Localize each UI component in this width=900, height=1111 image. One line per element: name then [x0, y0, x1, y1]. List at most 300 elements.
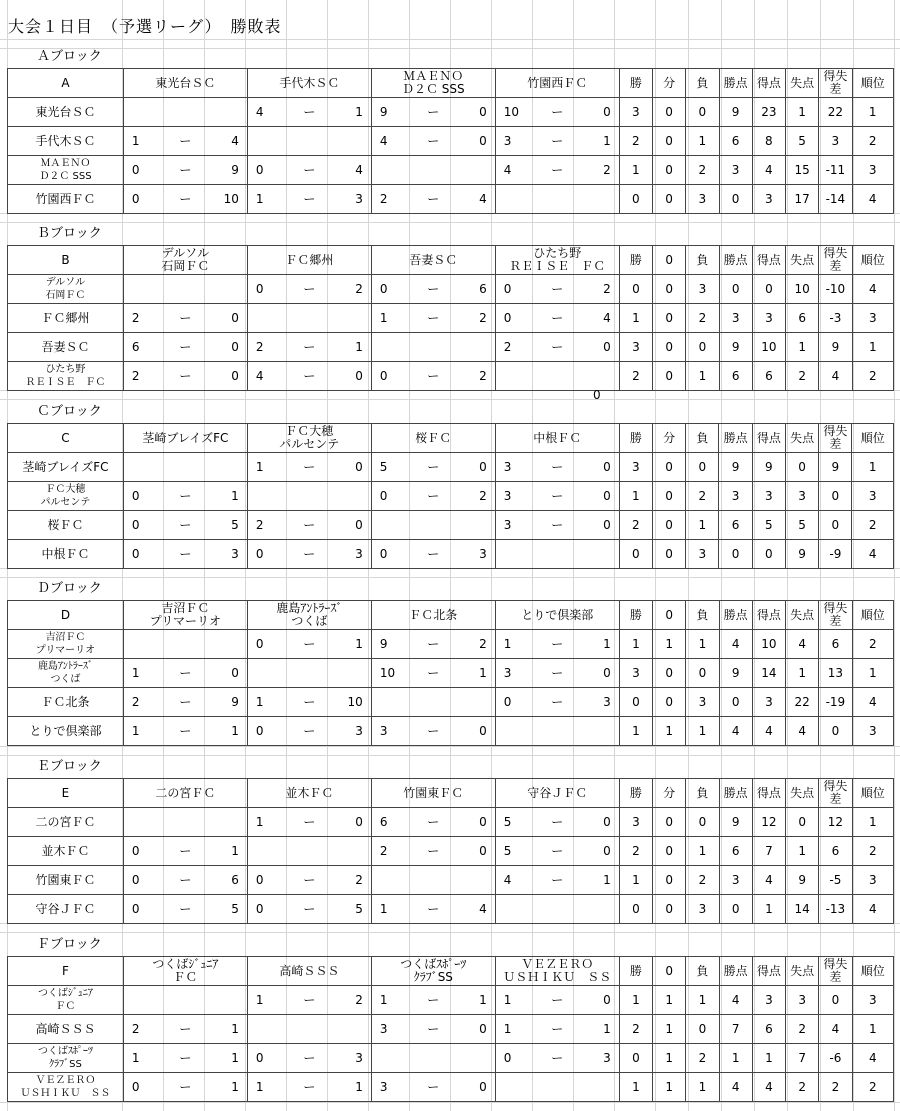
goals-against: 0	[231, 665, 239, 680]
score-dash: ー	[179, 368, 192, 383]
goals-for: 4	[503, 872, 512, 887]
opponent-header: 並木ＦＣ	[247, 779, 371, 808]
goals-for: 1	[503, 992, 512, 1007]
stat-header: 得失差	[819, 601, 852, 630]
goals-against: 1	[355, 1079, 363, 1094]
stat-goals-against: 2	[786, 1073, 819, 1102]
goals-for: 1	[255, 459, 264, 474]
goals-against: 0	[479, 723, 487, 738]
stat-header: 順位	[852, 779, 893, 808]
stat-header: 勝	[619, 779, 652, 808]
goals-for: 1	[255, 992, 264, 1007]
stat-goal-diff: 4	[819, 1015, 852, 1044]
score-cell	[495, 630, 619, 659]
score-cell	[123, 1044, 247, 1073]
stat-points: 3	[719, 866, 752, 895]
table-row	[8, 453, 894, 482]
stat-goals-for: 3	[752, 185, 785, 214]
goals-for: 0	[131, 162, 140, 177]
score-dash: ー	[303, 636, 316, 651]
stat-rank: 4	[852, 275, 893, 304]
stat-points: 6	[719, 127, 752, 156]
stat-losses: 3	[686, 688, 719, 717]
goals-against: 0	[479, 1021, 487, 1036]
stat-wins: 2	[619, 362, 652, 391]
goals-against: 4	[479, 901, 487, 916]
score-dash: ー	[179, 546, 192, 561]
stat-header: 失点	[786, 69, 819, 98]
score-cell	[495, 866, 619, 895]
stat-goal-diff: -13	[819, 895, 852, 924]
stat-header: 順位	[852, 424, 894, 453]
stat-rank: 1	[852, 1015, 893, 1044]
stat-points: 0	[719, 895, 752, 924]
goals-for: 0	[131, 517, 140, 532]
goals-against: 2	[479, 636, 487, 651]
stat-goals-for: 0	[752, 540, 785, 569]
stat-header: 勝点	[719, 246, 752, 275]
stat-goal-diff: -11	[819, 156, 852, 185]
goals-against: 9	[231, 694, 239, 709]
score-dash: ー	[303, 694, 316, 709]
grid-hline	[0, 1102, 900, 1103]
goals-for: 4	[503, 162, 512, 177]
goals-for: 5	[503, 843, 512, 858]
stat-rank: 3	[852, 304, 893, 333]
stat-goals-against: 17	[786, 185, 819, 214]
score-dash: ー	[427, 281, 440, 296]
stat-draws: 1	[653, 986, 686, 1015]
stat-wins: 2	[619, 1015, 652, 1044]
corner-cell: F	[8, 957, 124, 986]
stat-points: 4	[719, 630, 752, 659]
self-match-cell	[371, 688, 495, 717]
stat-goal-diff: 6	[819, 630, 852, 659]
score-dash: ー	[551, 1050, 564, 1065]
stat-points: 0	[719, 275, 752, 304]
self-match-cell	[371, 1044, 495, 1073]
table-row	[8, 333, 894, 362]
stat-rank: 4	[852, 895, 893, 924]
stat-wins: 2	[619, 837, 652, 866]
stat-header: 負	[686, 957, 719, 986]
self-match-cell	[123, 808, 247, 837]
grid-hline	[0, 577, 900, 578]
score-dash: ー	[427, 1021, 440, 1036]
goals-for: 2	[131, 694, 140, 709]
goals-for: 0	[255, 636, 264, 651]
stat-header: 勝点	[719, 779, 752, 808]
stat-goals-for: 1	[752, 895, 785, 924]
stat-rank: 1	[852, 98, 894, 127]
goals-for: 3	[503, 459, 512, 474]
stat-goal-diff: -9	[819, 540, 852, 569]
score-cell	[123, 482, 247, 511]
goals-for: 9	[379, 104, 388, 119]
score-cell	[495, 127, 619, 156]
score-cell	[495, 453, 619, 482]
stat-header: 得点	[752, 424, 785, 453]
score-cell	[371, 630, 495, 659]
score-cell	[495, 156, 619, 185]
score-cell	[371, 837, 495, 866]
page-title: 大会１日目 （予選リーグ） 勝敗表	[8, 17, 282, 36]
table-row	[8, 659, 894, 688]
goals-against: 1	[231, 488, 239, 503]
stat-points: 4	[719, 1073, 752, 1102]
stat-goal-diff: 0	[819, 986, 852, 1015]
goals-for: 0	[255, 723, 264, 738]
opponent-header: 中根ＦＣ	[495, 424, 619, 453]
table-row	[8, 275, 894, 304]
score-dash: ー	[551, 814, 564, 829]
score-dash: ー	[179, 872, 192, 887]
score-dash: ー	[303, 814, 316, 829]
stat-goals-against: 9	[785, 540, 818, 569]
stat-header: 勝	[619, 246, 652, 275]
score-cell	[371, 1015, 495, 1044]
stat-losses: 3	[686, 185, 719, 214]
score-dash: ー	[179, 517, 192, 532]
stat-goals-against: 1	[786, 837, 819, 866]
team-name: 並木ＦＣ	[8, 837, 124, 866]
score-cell	[123, 659, 247, 688]
goals-for: 2	[131, 1021, 140, 1036]
table-row	[8, 156, 894, 185]
opponent-header: 吉沼ＦＣ プリマーリオ	[123, 601, 247, 630]
opponent-header: 守谷ＪＦＣ	[495, 779, 619, 808]
stat-wins: 1	[619, 717, 652, 746]
goals-against: 2	[479, 488, 487, 503]
goals-for: 0	[255, 281, 264, 296]
self-match-cell	[495, 362, 619, 391]
opponent-header: ひたち野 ＲＥＩＳＥ ＦＣ	[495, 246, 619, 275]
stat-header: 順位	[852, 246, 893, 275]
score-dash: ー	[551, 310, 564, 325]
header-row	[8, 957, 894, 986]
goals-for: 10	[379, 665, 396, 680]
stat-header: 得点	[752, 69, 785, 98]
team-name: 竹園東ＦＣ	[8, 866, 124, 895]
goals-against: 3	[355, 191, 363, 206]
stat-draws: 0	[653, 659, 686, 688]
self-match-cell	[495, 895, 619, 924]
score-cell	[123, 185, 247, 214]
stat-draws: 0	[652, 540, 685, 569]
goals-for: 2	[131, 310, 140, 325]
goals-against: 0	[603, 517, 611, 532]
stat-draws: 1	[653, 1073, 686, 1102]
score-dash: ー	[179, 694, 192, 709]
score-dash: ー	[179, 310, 192, 325]
goals-against: 9	[231, 162, 239, 177]
score-cell	[495, 808, 619, 837]
stat-draws: 0	[653, 185, 686, 214]
goals-for: 2	[379, 191, 388, 206]
score-cell	[247, 98, 371, 127]
score-dash: ー	[551, 281, 564, 296]
goals-for: 1	[131, 133, 140, 148]
stat-rank: 2	[852, 127, 894, 156]
score-cell	[123, 895, 247, 924]
grid-hline	[0, 222, 900, 223]
self-match-cell	[371, 511, 495, 540]
stat-goals-for: 0	[752, 275, 785, 304]
score-cell	[247, 275, 371, 304]
stat-draws: 0	[652, 453, 685, 482]
opponent-header: 手代木ＳＣ	[247, 69, 371, 98]
goals-for: 1	[131, 723, 140, 738]
stat-goals-against: 1	[786, 333, 819, 362]
grid-hline	[0, 746, 900, 747]
goals-against: 1	[231, 1050, 239, 1065]
table-row	[8, 895, 894, 924]
block-label: Ｄブロック	[37, 581, 102, 596]
goals-for: 0	[131, 872, 140, 887]
goals-against: 5	[355, 901, 363, 916]
score-dash: ー	[303, 992, 316, 1007]
table-row	[8, 98, 894, 127]
score-cell	[247, 630, 371, 659]
stat-goals-against: 4	[786, 717, 819, 746]
self-match-cell	[495, 185, 619, 214]
stat-losses: 0	[686, 1015, 719, 1044]
stat-goals-against: 5	[785, 511, 818, 540]
goals-for: 0	[131, 191, 140, 206]
stat-wins: 0	[619, 895, 652, 924]
score-dash: ー	[179, 133, 192, 148]
score-dash: ー	[427, 636, 440, 651]
goals-against: 1	[355, 104, 363, 119]
score-dash: ー	[303, 517, 316, 532]
self-match-cell	[123, 986, 247, 1015]
score-cell	[123, 156, 247, 185]
goals-for: 10	[503, 104, 520, 119]
score-cell	[371, 304, 495, 333]
stat-header: 失点	[786, 779, 819, 808]
stat-losses: 2	[686, 1044, 719, 1073]
stat-rank: 4	[852, 1044, 893, 1073]
score-cell	[247, 1044, 371, 1073]
stat-wins: 1	[619, 482, 652, 511]
goals-against: 1	[355, 636, 363, 651]
score-cell	[123, 1073, 247, 1102]
team-name: ＭＡＥＮＯ Ｄ２Ｃ SSS	[8, 156, 124, 185]
stat-goals-for: 7	[752, 837, 785, 866]
stat-header: 勝	[619, 957, 652, 986]
stat-goals-against: 9	[786, 866, 819, 895]
self-match-cell	[495, 1073, 619, 1102]
stat-points: 6	[719, 511, 752, 540]
stat-header: 勝点	[719, 69, 752, 98]
team-name: 吾妻ＳＣ	[8, 333, 124, 362]
score-dash: ー	[303, 723, 316, 738]
score-dash: ー	[551, 162, 564, 177]
stat-header: 勝点	[719, 601, 752, 630]
self-match-cell	[247, 837, 371, 866]
goals-against: 0	[603, 665, 611, 680]
score-cell	[371, 185, 495, 214]
score-cell	[123, 717, 247, 746]
stat-rank: 1	[852, 659, 893, 688]
stat-goals-for: 6	[752, 1015, 785, 1044]
stat-goals-for: 5	[752, 511, 785, 540]
stat-draws: 0	[653, 304, 686, 333]
stat-header: 順位	[852, 69, 894, 98]
score-dash: ー	[427, 723, 440, 738]
stat-goals-against: 2	[786, 362, 819, 391]
stat-points: 0	[719, 540, 752, 569]
stat-wins: 1	[619, 986, 652, 1015]
opponent-header: とりで倶楽部	[495, 601, 619, 630]
score-cell	[123, 866, 247, 895]
stat-goals-for: 9	[752, 453, 785, 482]
team-name: ＦＣ大穂 パルセンテ	[8, 482, 124, 511]
stat-draws: 1	[653, 717, 686, 746]
stat-losses: 1	[686, 127, 719, 156]
stat-draws: 1	[653, 1015, 686, 1044]
stat-rank: 2	[852, 511, 894, 540]
stat-points: 1	[719, 1044, 752, 1073]
score-cell	[371, 362, 495, 391]
score-cell	[247, 1073, 371, 1102]
goals-for: 0	[255, 872, 264, 887]
block-label: Ｅブロック	[37, 759, 102, 774]
goals-against: 0	[231, 368, 239, 383]
team-name: とりで倶楽部	[8, 717, 124, 746]
block-label: Ｆブロック	[37, 937, 102, 952]
goals-against: 1	[231, 843, 239, 858]
score-cell	[371, 986, 495, 1015]
stat-losses: 2	[686, 482, 719, 511]
stat-wins: 0	[619, 185, 652, 214]
opponent-header: 吾妻ＳＣ	[371, 246, 495, 275]
header-row	[8, 779, 894, 808]
stat-header: 失点	[786, 601, 819, 630]
stat-rank: 3	[852, 866, 893, 895]
score-dash: ー	[179, 1050, 192, 1065]
goals-against: 0	[479, 814, 487, 829]
stat-goals-for: 3	[752, 304, 785, 333]
stat-points: 6	[719, 362, 752, 391]
table-row	[8, 866, 894, 895]
goals-for: 0	[379, 368, 388, 383]
score-cell	[123, 362, 247, 391]
stat-header: 得点	[752, 957, 785, 986]
stray-cell-value: 0	[593, 388, 601, 402]
team-name: 鹿島ｱﾝﾄﾗｰｽﾞ つくば	[8, 659, 124, 688]
opponent-header: 竹園東ＦＣ	[371, 779, 495, 808]
stat-wins: 0	[619, 688, 652, 717]
corner-cell: A	[8, 69, 124, 98]
goals-against: 3	[231, 546, 239, 561]
stat-header: 得失差	[819, 246, 852, 275]
stat-losses: 1	[686, 630, 719, 659]
goals-for: 1	[255, 814, 264, 829]
stat-draws: 0	[653, 98, 686, 127]
goals-for: 0	[255, 546, 264, 561]
stat-rank: 2	[852, 1073, 893, 1102]
score-cell	[371, 1073, 495, 1102]
stat-draws: 0	[652, 482, 685, 511]
goals-for: 0	[379, 488, 388, 503]
goals-against: 0	[603, 992, 611, 1007]
goals-for: 1	[131, 1050, 140, 1065]
stat-goal-diff: -10	[819, 275, 852, 304]
stat-losses: 0	[686, 333, 719, 362]
stat-header: 得失差	[819, 69, 852, 98]
goals-against: 3	[479, 546, 487, 561]
team-name: つくばｽﾎﾟｰﾂ ｸﾗﾌﾞSS	[8, 1044, 124, 1073]
goals-for: 3	[379, 723, 388, 738]
goals-against: 0	[603, 814, 611, 829]
opponent-header: ＭＡＥＮＯ Ｄ２Ｃ SSS	[371, 69, 495, 98]
score-cell	[123, 1015, 247, 1044]
header-row	[8, 424, 894, 453]
stat-rank: 2	[852, 837, 893, 866]
corner-cell: C	[8, 424, 124, 453]
score-dash: ー	[551, 665, 564, 680]
stat-rank: 3	[852, 986, 893, 1015]
stat-goals-against: 0	[786, 808, 819, 837]
goals-against: 10	[223, 191, 239, 206]
goals-for: 1	[379, 992, 388, 1007]
goals-against: 1	[603, 133, 611, 148]
opponent-header: 桜ＦＣ	[371, 424, 495, 453]
stat-goals-against: 1	[786, 659, 819, 688]
self-match-cell	[247, 127, 371, 156]
stat-goals-against: 3	[785, 482, 818, 511]
corner-cell: B	[8, 246, 124, 275]
goals-against: 3	[603, 1050, 611, 1065]
corner-cell: D	[8, 601, 124, 630]
goals-against: 0	[355, 517, 363, 532]
stat-draws: 0	[652, 511, 685, 540]
score-dash: ー	[427, 310, 440, 325]
stat-header: 勝	[619, 601, 652, 630]
score-dash: ー	[427, 368, 440, 383]
stat-goals-for: 23	[752, 98, 785, 127]
score-dash: ー	[551, 992, 564, 1007]
goals-against: 1	[231, 723, 239, 738]
stat-goals-against: 10	[786, 275, 819, 304]
stat-draws: 0	[653, 808, 686, 837]
goals-for: 6	[379, 814, 388, 829]
stat-points: 4	[719, 717, 752, 746]
stat-points: 3	[719, 482, 752, 511]
stat-header: 得点	[752, 246, 785, 275]
goals-against: 1	[603, 636, 611, 651]
score-cell	[495, 1044, 619, 1073]
stat-header: 負	[686, 246, 719, 275]
stat-header: 分	[653, 69, 686, 98]
stat-goals-for: 10	[752, 630, 785, 659]
stat-goals-for: 3	[752, 688, 785, 717]
stat-rank: 4	[852, 185, 894, 214]
stat-header: 分	[653, 779, 686, 808]
stat-losses: 0	[686, 453, 719, 482]
score-cell	[123, 837, 247, 866]
team-name: 桜ＦＣ	[8, 511, 124, 540]
stat-points: 4	[719, 986, 752, 1015]
stat-goals-against: 14	[786, 895, 819, 924]
stat-header: 得失差	[819, 957, 852, 986]
goals-for: 1	[131, 665, 140, 680]
stat-points: 3	[719, 304, 752, 333]
stat-draws: 0	[653, 127, 686, 156]
opponent-header: 二の宮ＦＣ	[123, 779, 247, 808]
score-dash: ー	[551, 636, 564, 651]
